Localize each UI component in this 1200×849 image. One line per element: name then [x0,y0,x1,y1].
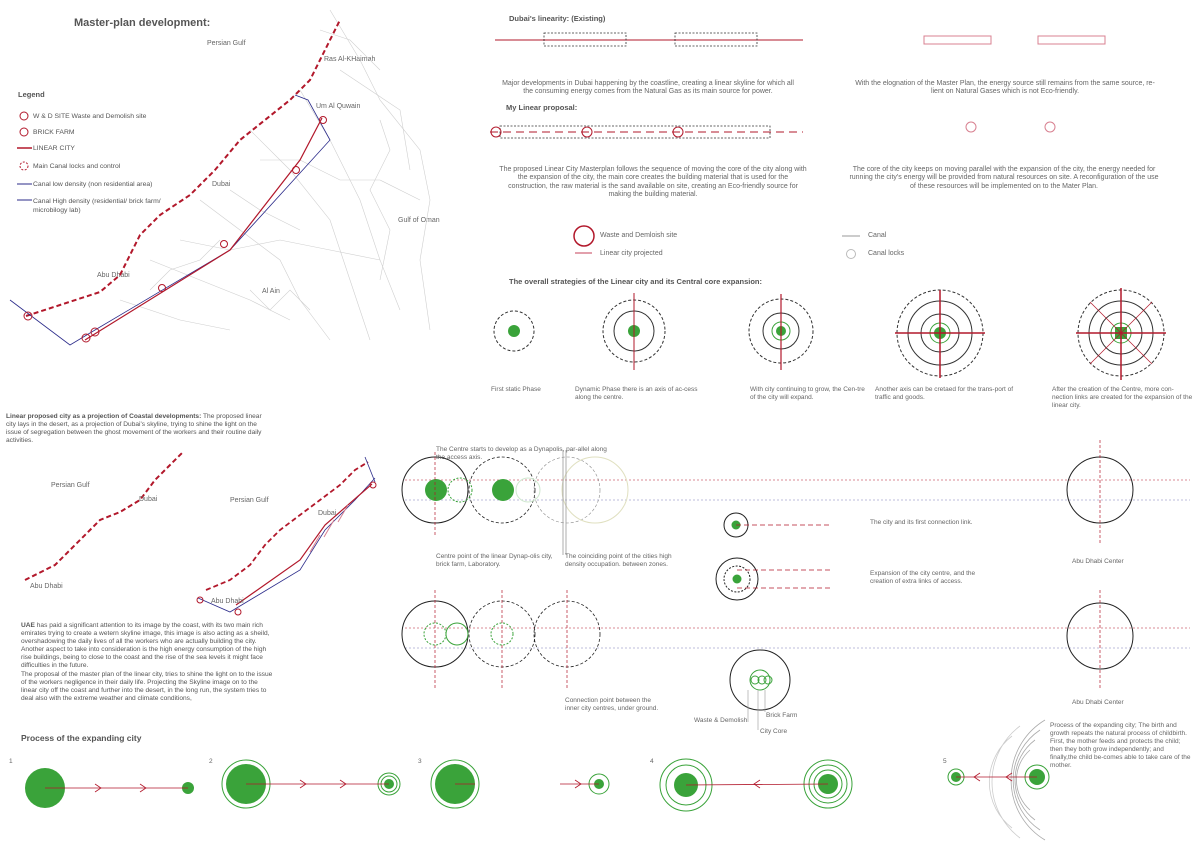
phase-5-diagram [1076,288,1166,380]
projection-dubai-2: Dubai [318,510,337,517]
process-step-4-number: 4 [650,758,654,765]
existing-linearity-diagram [495,33,1105,46]
legend-symbols [17,112,32,200]
legend-title: Legend [18,90,45,99]
phase-3-diagram [749,294,813,370]
proposal-title: My Linear proposal: [506,103,578,112]
process-step-5-number: 5 [943,758,947,765]
brick-farm-label: Brick Farm [766,712,798,719]
label-gulf-of-oman: Gulf of Oman [398,217,440,224]
label-ras-al-khaimah: Ras Al-KHaimah [324,56,376,63]
projection-map-2 [197,457,376,615]
projection-dubai-1: Dubai [139,496,158,503]
legend-item-linear-city: LINEAR CITY [33,145,75,152]
process-step-2 [222,760,400,808]
coinciding-label: The coinciding point of the cities high density occupation. between zones. [565,553,672,568]
label-al-ain: Al Ain [262,288,280,295]
projection-text: The proposed linear city lays in the desert, as a projection of Dubai's skyline, trying to shine the light on the issue of segregation between the ghost movement of the workers and their routine daily activities. [6,413,262,445]
city-core-label: City Core [760,728,788,735]
projection-coast-1 [25,452,183,580]
uae-bold: UAE [21,622,35,629]
uae-paragraph [21,622,273,703]
process-step-2-number: 2 [209,758,213,765]
process-step-3-number: 3 [418,758,422,765]
process-title: Process of the expanding city [21,733,142,743]
waste-demolish-label: Waste & Demolish [694,717,748,724]
process-step-3 [431,760,609,808]
phase-1-diagram [494,311,534,351]
first-link-diagram [724,513,830,537]
legend-item-canal-low: Canal low density (non residential area) [33,181,153,188]
linear-city-line [85,118,322,340]
proposal-text-right: The core of the city keeps on moving parallel with the expansion of the city, the energy needed for running the city's energy will be provided from natural resources on site. A reconfiguration of the use of these resources will be implemented on to the Mater Plan. [849,166,1159,190]
projection-persian-gulf-2: Persian Gulf [230,497,269,504]
proposal-linearity-diagram [490,122,1055,138]
projection-abu-dhabi-2: Abu Dhabi [211,598,244,605]
projection-title: Linear proposed city as a projection of Coastal developments: [6,413,202,420]
phase-3-label: With city continuing to grow, the Cen-tre of the city will expand. [750,386,865,401]
projection-abu-dhabi-1: Abu Dhabi [30,583,63,590]
process-step-1 [25,768,194,808]
uae-text-2: Another aspect to take into consideration is the high energy consumption of the high rise buildings, being to close to the coast and the rise of the sea levels it might face difficulties in the future. [21,646,267,670]
proposal-text: The proposed Linear City Masterplan follows the sequence of moving the core of the city along with the expansion of the city, the main core creates the building material that is used for the construction, the raw material is the sand available on site, creating an Eco-friendly source for making the building material. [499,166,807,199]
map-title: Master-plan development: [74,17,211,29]
expansion-diagram [716,558,830,600]
expansion-label: Expansion of the city centre, and the creation of extra links of access. [870,570,976,585]
label-um-al-quwain: Um Al Quwain [316,103,361,110]
label-abu-dhabi: Abu Dhabi [97,272,130,279]
projection-paragraph [6,413,268,445]
connection-point-label: Connection point between the inner city centres, under ground. [565,697,659,712]
phase-2-diagram [603,293,665,370]
uae-text-1: has paid a significant attention to its image by the coast, with its two main rich emirates trying to create a wetern skyline image, this image is also acting as a sheild, overshadowing the daily lives of all the workers who are actually building the city. [21,622,270,646]
projection-persian-gulf-1: Persian Gulf [51,482,90,489]
canal-line [10,95,330,345]
legend-item-canal-high: Canal High density (residential/ brick farm/ microbilogy lab) [33,198,161,214]
label-persian-gulf: Persian Gulf [207,40,246,47]
existing-title: Dubai's linearity: (Existing) [509,14,606,23]
process-note: Process of the expanding city; The birth and growth repeats the natural process of childbirth. First, the mother feeds and protects the child; then they both grow independently; and finally,the child be-comes able to take care of the mother. [1050,722,1191,769]
centre-point-label: Centre point of the linear Dynap-olis city, brick farm, Laboratory. [436,553,553,568]
label-dubai: Dubai [212,181,231,188]
existing-text-right: With the elognation of the Master Plan, the energy source still remains from the same source, re-lient on Natural Gases which is not Eco-friendly. [855,80,1155,96]
map-road-network [120,10,430,340]
phase-5-label: After the creation of the Centre, more con-nection links are created for the expansion of the linear city. [1052,386,1193,409]
legend-item-waste-site: W & D SITE Waste and Demolish site [33,113,147,120]
legend-item-brick-farm: BRICK FARM [33,129,75,136]
key-canal: Canal [868,232,887,239]
key-linear-projected: Linear city projected [600,250,663,257]
first-link-label: The city and its first connection link. [870,519,973,526]
existing-text: Major developments in Dubai happening by the coastline, creating a linear skyline for which all the consuming energy comes from the Natural Gas as its main source for power. [502,80,794,96]
phase-1-label: First static Phase [491,386,541,393]
process-step-4 [660,759,852,811]
strategies-title: The overall strategies of the Linear city and its Central core expansion: [509,277,762,286]
dynapolis-bottom [402,590,1190,690]
legend-item-canal-locks: Main Canal locks and control [33,163,121,170]
process-step-5 [948,720,1049,840]
abu-dhabi-center-1: Abu Dhabi Center [1072,558,1124,565]
process-step-1-number: 1 [9,758,13,765]
key-canal-locks: Canal locks [868,250,905,257]
phase-4-diagram [895,290,985,378]
phase-2-label: Dynamic Phase there is an axis of ac-cess along the centre. [575,386,698,401]
dynapolis-intro: The Centre starts to develop as a Dynapolis, par-allel along the access axis. [436,446,607,461]
key-waste-site: Waste and Demloish site [600,232,678,239]
uae-text-3: The proposal of the master plan of the linear city, tries to shine the light on to the issue of the workers negligence in their daily life. Projecting the Skyline image on to the linear city off the coast and further into the desert, in the long run, the system tries to deal also with the extreme weather and climate conditions, [21,670,273,702]
phase-4-label: Another axis can be cretaed for the trans-port of traffic and goods. [875,386,1014,401]
abu-dhabi-center-2: Abu Dhabi Center [1072,699,1124,706]
